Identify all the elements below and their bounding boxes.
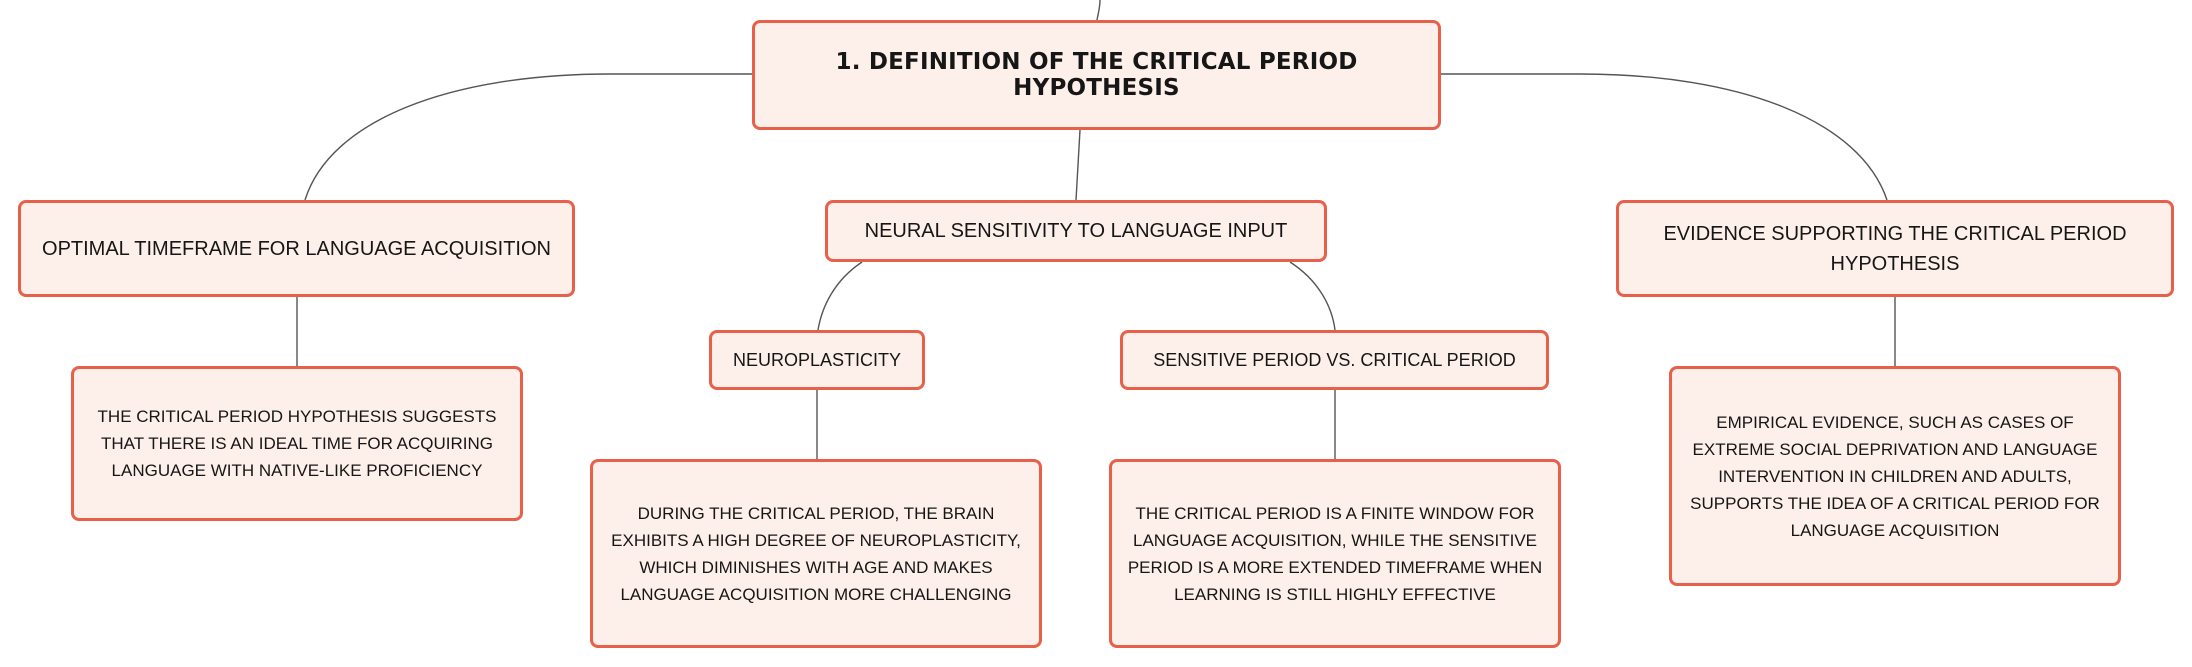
- node-optimal-timeframe-label: OPTIMAL TIMEFRAME FOR LANGUAGE ACQUISITION: [42, 237, 551, 260]
- node-neural-sensitivity-label: NEURAL SENSITIVITY TO LANGUAGE INPUT: [864, 220, 1288, 242]
- root-node-label: 1. DEFINITION OF THE CRITICAL PERIOD HYPOTHESIS: [835, 49, 1358, 101]
- node-sensitive-vs-critical-detail-text: THE CRITICAL PERIOD IS A FINITE WINDOW FOR LANGUAGE ACQUISITION, WHILE THE SENSITIVE PERIOD IS A MORE EXTENDED TIMEFRAME WHEN LEARNING IS STILL HIGHLY EFFECTIVE: [1127, 503, 1543, 604]
- root-node[interactable]: [752, 20, 1441, 130]
- node-neuroplasticity-detail-text: DURING THE CRITICAL PERIOD, THE BRAIN EXHIBITS A HIGH DEGREE OF NEUROPLASTICITY, WHICH DIMINISHES WITH AGE AND MAKES LANGUAGE ACQUISITION MORE CHALLENGING: [611, 503, 1021, 604]
- node-sensitive-vs-critical[interactable]: [1120, 330, 1549, 390]
- node-sensitive-vs-critical-detail[interactable]: [1109, 459, 1561, 648]
- connector-neural-to-neuroplasticity: [818, 262, 862, 330]
- connector-root-to-optimal-timeframe: [305, 74, 752, 200]
- node-optimal-timeframe-detail[interactable]: [71, 366, 523, 521]
- connector-root-to-evidence: [1441, 74, 1887, 200]
- node-optimal-timeframe[interactable]: [18, 200, 575, 297]
- node-neuroplasticity-detail[interactable]: [590, 459, 1042, 648]
- node-neural-sensitivity[interactable]: [825, 200, 1327, 262]
- connector-root-to-parent: [1097, 0, 1100, 20]
- node-neuroplasticity[interactable]: [709, 330, 925, 390]
- connector-neural-to-sensitive-vs-critical: [1290, 262, 1335, 330]
- node-optimal-timeframe-detail-text: THE CRITICAL PERIOD HYPOTHESIS SUGGESTS THAT THERE IS AN IDEAL TIME FOR ACQUIRING LANGUAGE WITH NATIVE-LIKE PROFICIENCY: [97, 407, 497, 480]
- node-evidence-detail[interactable]: [1669, 366, 2121, 586]
- node-evidence[interactable]: [1616, 200, 2174, 297]
- node-evidence-detail-text: EMPIRICAL EVIDENCE, SUCH AS CASES OF EXTREME SOCIAL DEPRIVATION AND LANGUAGE INTERVENTION IN CHILDREN AND ADULTS, SUPPORTS THE IDEA OF A CRITICAL PERIOD FOR LANGUAGE ACQUISITION: [1690, 412, 2100, 540]
- connector-root-to-neural-sensitivity: [1076, 130, 1080, 200]
- node-neuroplasticity-label: NEUROPLASTICITY: [732, 349, 902, 370]
- node-sensitive-vs-critical-label: SENSITIVE PERIOD VS. CRITICAL PERIOD: [1153, 349, 1516, 370]
- node-evidence-label: EVIDENCE SUPPORTING THE CRITICAL PERIOD HYPOTHESIS: [1663, 222, 2127, 275]
